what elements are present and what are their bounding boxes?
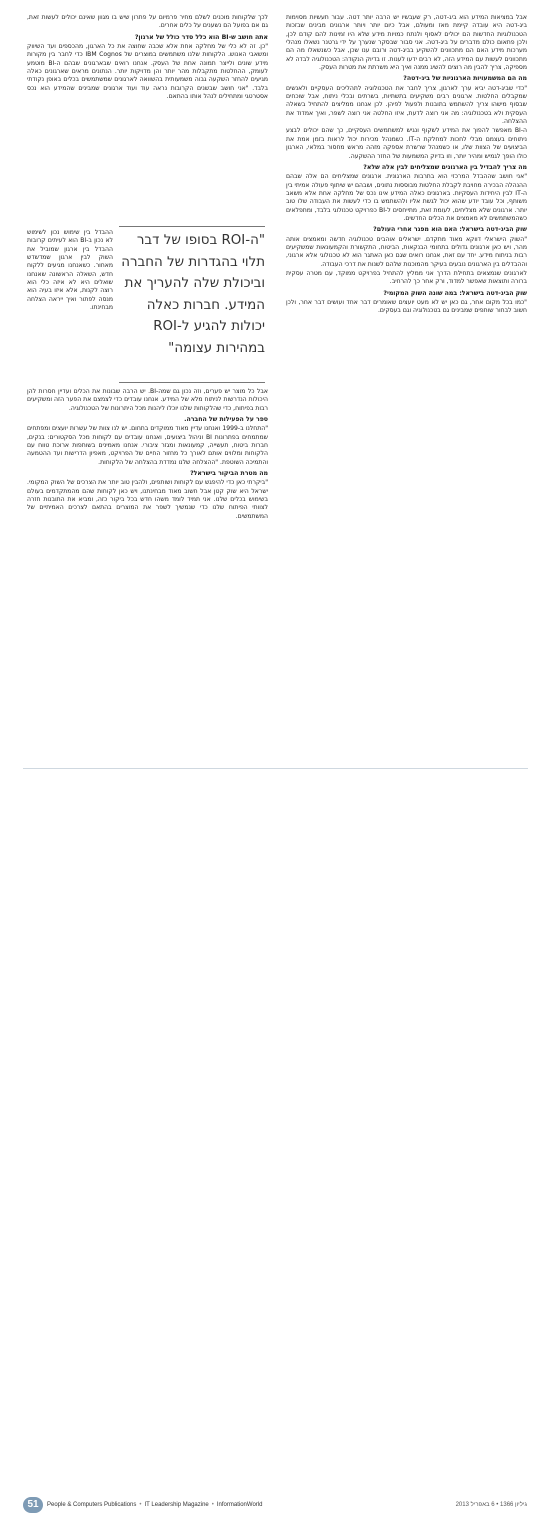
publication-name: InformationWorld — [216, 1502, 263, 1508]
pull-quote-bottom-rule — [119, 382, 265, 383]
pull-quote-top-rule — [119, 226, 265, 227]
pull-quote: "ה-ROI בסופו של דבר תלוי בהגדרות של החברה וביכולת שלה להעריך את המידע. חברות כאלה יכולות להגיע ל-ROI במהירות עצומה" — [121, 233, 265, 356]
section-heading: מה הם המשמעויות הארגוניות של ביג-דטה? — [403, 75, 527, 83]
bullet-separator: • — [211, 1502, 214, 1508]
section-heading: מה צריך להבדיל בין הארגונים שמצליחים לבין אלה שלא? — [363, 163, 527, 171]
article-column-right — [286, 14, 527, 317]
body-paragraph: "ביקרתי כאן כדי להיפגש עם לקוחות ושותפים, ולהבין טוב יותר את הצרכים של השוק המקומי. ישראל היא שוק קטן אבל חשוב מאוד מבחינתנו, ויש כאן לקוחות שהם מהמתקדמים בעולם בשימוש בכלים שלנו. אני תמיד לומד משהו חדש בכל ביקור כזה, ומביא את התובנות חזרה לצוותי הפיתוח שלנו כדי שנמשיך לשפר את המוצרים בהתאם לצרכים האמיתיים של המשתמשים. — [27, 479, 268, 520]
page-footer — [0, 748, 547, 1510]
wrap-text-column — [27, 229, 113, 385]
intro-paragraph: אבל במציאות המידע הוא ביג-דטה, רק שעבשיו יש הרבה יותר דטה. עבור תעשיות מסוימות ביג-דטה היא עובדה קיימת מאז ומעולם, אבל כיום יותר ויותר ארגונים מבינים שבזכות הטכנולוגיות החדשות הם יכולים לאסוף ולנתח כמויות מידע שלא היו זמינות להם קודם לכן, ולכן פתאום כולם מדברים על ביג-דטה. אני סבור שבסקר שנערך על ידי גרטנר נשאלו מנהלי מערכות מידע האם הם מתכוונים להשקיע בביג-דטה ורובם ענו שכן, אבל כשנשאלו מה הם מתכוונים לעשות עם המידע הזה, לא רבים ידעו לענות. זו בדיוק הנקודה: הטכנולוגיה לבדה לא מספיקה, צריך להבין מה רוצים להשיג ממנה ואיך היא משרתת את מטרות העסק. — [286, 14, 527, 72]
article-column-left-top — [27, 14, 268, 224]
footer-publications — [47, 1500, 262, 1510]
body-paragraph: לארגונים שנמצאים בתחילת הדרך אני ממליץ להתחיל בפרויקט ממוקד, עם מטרה עסקית ברורה ותוצאות שאפשר למדוד, ורק אחר כך להרחיב. — [286, 269, 527, 286]
body-paragraph: ההבדל בין שימוש נכון לשימוש לא נכון ב-BI הוא לעיתים קרובות ההבדל בין ארגון שמוביל את השוק לבין ארגון שמדשדש מאחור. כשאנחנו מגיעים ללקוח חדש, השאלה הראשונה שאנחנו שואלים היא לא איזה כלי הוא רוצה לקנות, אלא איזו בעיה הוא מנסה לפתור ואיך ייראה הצלחה מבחינתו. — [27, 229, 113, 312]
section-heading: מה מטרת הביקור בישראל? — [190, 470, 268, 478]
publication-name: People & Computers Publications — [47, 1502, 137, 1508]
bullet-separator: • — [139, 1502, 142, 1508]
section-heading: אתה חושב ש-BI הוא כלל סדר כולל של ארגון? — [134, 33, 268, 41]
section-heading: ספר על הפעילות של החברה. — [184, 416, 268, 424]
article-column-left-bottom — [27, 388, 268, 744]
intro-paragraph: לכך שלקוחות מוכנים לשלם מחיר פרמיום על פתרון שיש בו מגוון שאינם יכולים לעשות זאת, גם אם בפועל הם נשענים על כלים אחרים. — [27, 14, 268, 30]
body-paragraph: "התחלנו ב-1999 ואנחנו עדיין מאוד ממוקדים בתחום. יש לנו צוות של עשרות יועצים ומפתחים שמתמחים בפתרונות BI וניהול ביצועים, ואנחנו עובדים עם לקוחות מכל הסקטורים: בנקים, חברות ביטוח, תעשייה, קמעונאות ומגזר ציבורי. אנחנו מאמינים בשותפות ארוכת טווח עם הלקוחות ומלווים אותם לאורך כל מחזור החיים של הפרויקט, מאפיון הדרישות ועד ההטמעה והתמיכה השוטפת. "ההצלחה שלנו נמדדת בהצלחה של הלקוחות. — [27, 425, 268, 466]
section-heading: שוק הביג-דטה בישראל: במה שונה השוק המקומי? — [383, 289, 527, 297]
footer-rule — [23, 768, 528, 769]
body-paragraph: "כדי שביג-דטה יביא ערך לארגון, צריך לחבר את הטכנולוגיה לתהליכים העסקיים ולאנשים שמקבלים החלטות. ארגונים רבים משקיעים בתשתיות, בשרתים ובכלי ניתוח, אבל שוכחים שבסוף מישהו צריך להשתמש בתובנות ולפעול לפיהן. לכן אנחנו ממליצים להתחיל בשאלה העסקית ולא בטכנולוגיה: מה אני רוצה לדעת, איזו החלטה אני רוצה לשפר, ואיך אמדוד את ההצלחה. — [286, 84, 527, 126]
section-heading: שוק הביג-דטה בישראל: האם הוא מפגר אחרי העולם? — [373, 226, 527, 234]
issue-info: גיליון 1366 • 6 באפריל 2013 — [455, 1502, 527, 1508]
body-paragraph: ה-BI מאפשר להפוך את המידע לשקוף ונגיש למשתמשים העסקיים, כך שהם יכולים לבצע ניתוחים בעצמם מבלי לחכות למחלקת ה-IT. כשמנהל מכירות יכול לראות בזמן אמת את הביצועים של הצוות שלו, או כשמנהל שרשרת אספקה מזהה מראש מחסור במלאי, הארגון כולו הופך לגמיש ומהיר יותר, וזו בדיוק המשמעות של החזר ההשקעה. — [286, 127, 527, 160]
publication-name: IT Leadership Magazine — [144, 1502, 209, 1508]
page-number: 51 — [23, 1497, 43, 1513]
body-paragraph: אבל כל מוצר יש פערים, וזה נכון גם שמה-BI. יש הרבה שבונות את הכלים ועדיין חסרות להן היכולות הנדרשות לניתוח מלא של המידע. אנחנו עובדים כדי לצמצם את הפער הזה ומשקיעים רבות בפיתוח, כדי שהלקוחות שלנו יוכלו ליהנות מכל היתרונות של הטכנולוגיה. — [27, 388, 268, 412]
body-paragraph: "כן. זה לא כלי של מחלקה אחת אלא שכבה שחוצה את כל הארגון, מהכספים ועד השיווק ומשאבי האנוש. הלקוחות שלנו משתמשים במוצרים של IBM Cognos כדי לחבר בין מקורות מידע שונים ולייצר תמונה אחת של העסק. אנחנו רואים שבארגונים שבהם ה-BI מוטמע לעומק, ההחלטות מתקבלות מהר יותר והן מדויקות יותר. הנתונים מראים שארגונים כאלה מגיעים להחזר השקעה גבוה משמעותית בהשוואה לארגונים שמשתמשים בכלים באופן נקודתי בלבד. "אני חושב שבשנים הקרובות נראה עוד ועוד ארגונים שמבינים שהמידע הוא נכס אסטרטגי ומתחילים לנהל אותו בהתאם. — [27, 43, 268, 101]
body-paragraph: "השוק הישראלי דווקא מאוד מתקדם. ישראלים אוהבים טכנולוגיה חדשה ומאמצים אותה מהר, ויש כאן ארגונים גדולים בתחומי הבנקאות, הביטוח, התקשורת והקמעונאות שמשקיעים רבות בניתוח מידע. יחד עם זאת, אנחנו רואים שגם כאן האתגר הוא לא טכנולוגי אלא ארגוני, וההבדלים בין הארגונים נובעים בעיקר מהמוכנות שלהם לשנות את דרכי העבודה. — [286, 235, 527, 268]
body-paragraph: "כמו בכל מקום אחר, גם כאן יש לא מעט יועצים שאומרים דבר אחד ועושים דבר אחר, ולכן חשוב לבחור שותפים שמבינים גם בטכנולוגיה וגם בעסקים. — [286, 299, 527, 315]
body-paragraph: "אני חושב שההבדל המרכזי הוא בתרבות הארגונית. ארגונים שמצליחים הם אלה שבהם ההנהלה הבכירה מחויבת לקבלת החלטות מבוססות נתונים, ושבהם יש שיתוף פעולה אמיתי בין ה-IT לבין היחידות העסקיות. בארגונים כאלה המידע אינו נכס של מחלקה אחת אלא משאב משותף, וכל עובד יודע שהוא יכול לגשת אליו ולהשתמש בו כדי לעשות את העבודה שלו טוב יותר. ארגונים שלא מצליחים, לעומת זאת, מתייחסים ל-BI כפרויקט טכנולוגי בלבד, ומתפלאים כשהמשתמשים לא מאמצים את הכלים החדשים. — [286, 173, 527, 222]
